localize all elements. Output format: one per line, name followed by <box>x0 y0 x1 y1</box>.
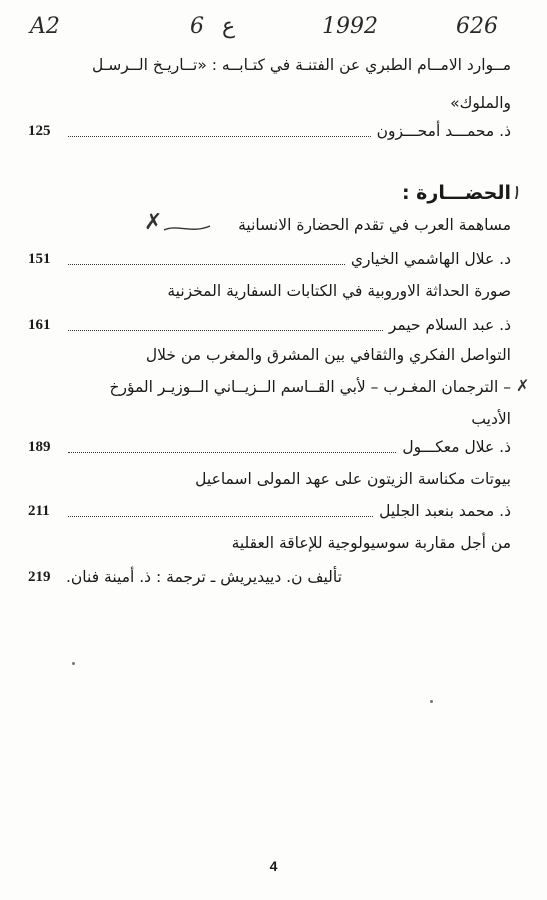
entry-title: بيوتات مكناسة الزيتون على عهد المولى اسماعيل <box>195 470 511 488</box>
handwritten-year: 1992 <box>322 14 378 39</box>
page-number: 189 <box>28 438 51 455</box>
dot-leader <box>68 126 371 137</box>
entry-title-cont: الأديب <box>471 410 511 428</box>
section-heading <box>402 182 511 204</box>
author: د. علال الهاشمي الخياري <box>350 250 511 268</box>
section-marker: ١ <box>510 180 521 204</box>
handwritten-number: 6 <box>190 14 204 39</box>
toc-entry-line[interactable] <box>28 314 511 336</box>
entry-title: مــوارد الامــام الطبري عن الفتنـة في كتـابــه : «تــاريـخ الــرسـل <box>92 56 511 74</box>
entry-title: مساهمة العرب في تقدم الحضارة الانسانية <box>238 216 511 234</box>
cross-mark-icon: ✗ <box>144 210 163 235</box>
cross-mark-icon: ✗ <box>516 376 530 395</box>
dot-leader <box>68 320 383 331</box>
toc-entry-line[interactable] <box>28 500 511 522</box>
toc-entry-line[interactable] <box>28 436 511 458</box>
pen-stroke-icon <box>162 222 212 236</box>
entry-title: من أجل مقاربة سوسيولوجية للإعاقة العقلية <box>231 534 511 552</box>
author: تأليف ن. دييديريش ـ ترجمة : ذ. أمينة فنان. <box>66 568 342 586</box>
page-number: 211 <box>28 502 50 519</box>
page-number: 161 <box>28 316 51 333</box>
author: ذ. عبد السلام حيمر <box>388 316 511 334</box>
entry-title: صورة الحداثة الاوروبية في الكتابات السفارية المخزنية <box>167 282 511 300</box>
scan-speck <box>430 700 433 703</box>
author: ذ. علال معكـــول <box>402 438 511 456</box>
handwritten-ref: 626 <box>456 14 498 39</box>
handwritten-code: A2 <box>30 14 60 39</box>
entry-title: التواصل الفكري والثقافي بين المشرق والمغرب من خلال <box>145 346 511 364</box>
author: ذ. محمد بنعبد الجليل <box>379 502 511 520</box>
section-title: الحضـــارة : <box>401 182 511 204</box>
dot-leader <box>68 442 396 453</box>
entry-title-cont: – الترجمان المغـرب – لأبي القــاسم الــزيــاني الــوزيـر المؤرخ <box>109 378 511 396</box>
footer-page-number: 4 <box>269 858 278 874</box>
handwritten-letter: ع <box>222 14 236 39</box>
author: ذ. محمـــد أمحـــزون <box>376 122 511 140</box>
toc-entry-line[interactable] <box>28 248 511 270</box>
toc-entry-line[interactable] <box>28 566 511 588</box>
toc-entry-line[interactable] <box>28 120 511 142</box>
page-number: 219 <box>28 568 51 585</box>
scan-speck <box>72 662 75 665</box>
dot-leader <box>68 254 345 265</box>
dot-leader <box>68 506 373 517</box>
page-number: 151 <box>28 250 51 267</box>
entry-title-cont: والملوك» <box>450 94 511 112</box>
page-number: 125 <box>28 122 51 139</box>
